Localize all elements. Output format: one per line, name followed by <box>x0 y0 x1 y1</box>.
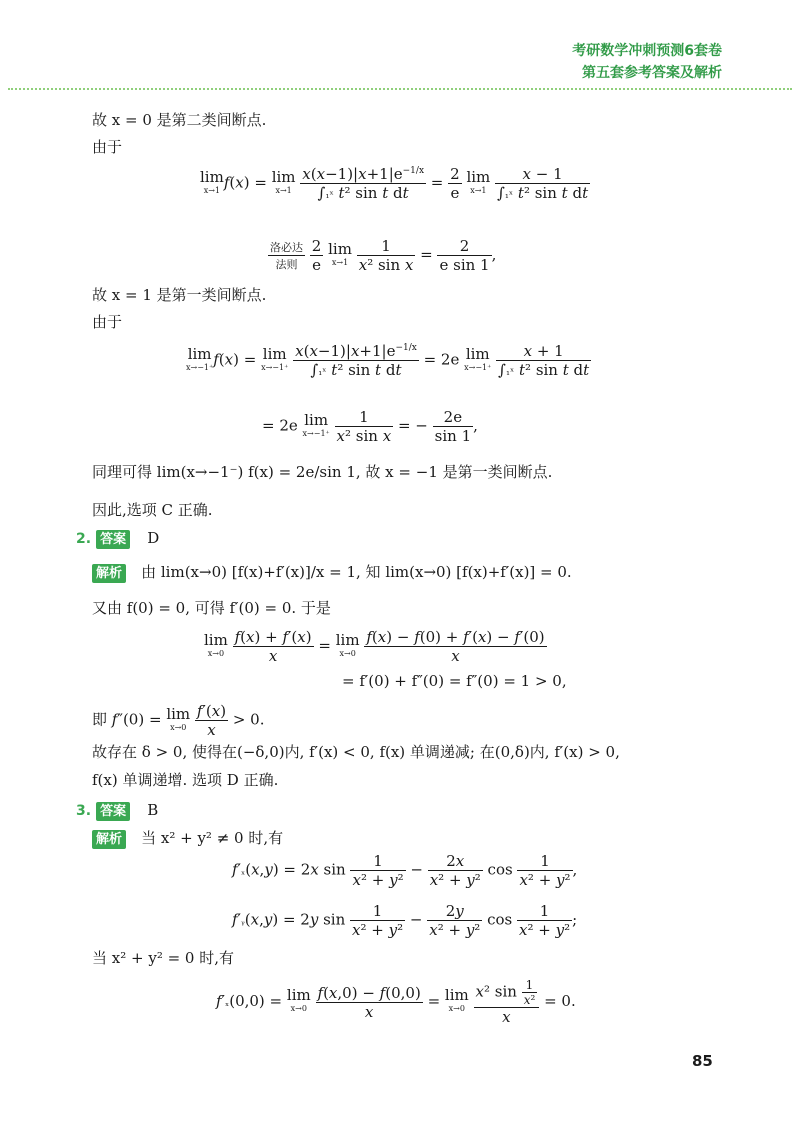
q2-analysis-row <box>92 562 572 583</box>
formula-7: f′ₓ(x,y) = 2x sin $\frac{1}{\text{x² + y²}}$ − $\frac{2x}{\text{x² + y²}}$ cos $\frac{1}{\text{x² + y²}}$ , <box>232 852 578 889</box>
q3-answer-badge: 答案 <box>96 802 130 821</box>
q3-analysis-1: 当 x² + y² ≠ 0 时,有 <box>141 829 284 847</box>
formula-3: lim x→−1⁺ f(x) = lim x→−1⁺ $\frac{x(x-1)|x+1|e^{-1/x}}{\text{∫₁ˣ t² sin t dt}}$ = 2e lim x→−1⁺ $\frac{x + 1}{\text{∫₁ˣ t² sin t dt}}$ <box>186 342 590 379</box>
header-subtitle: 第五套参考答案及解析 <box>582 65 722 81</box>
q2-analysis-1: 由 lim(x→0) [f(x)+f′(x)]/x = 1, 知 lim(x→0) [f(x)+f′(x)] = 0. <box>141 563 572 581</box>
formula-8: f′ᵧ(x,y) = 2y sin $\frac{1}{\text{x² + y²}}$ − $\frac{2y}{\text{x² + y²}}$ cos $\frac{1}{\text{x² + y²}}$ ; <box>232 902 578 939</box>
q3-analysis-row <box>92 828 283 849</box>
formula-6: = f′(0) + f″(0) = f″(0) = 1 > 0, <box>342 672 567 690</box>
q3-analysis-badge: 解析 <box>92 830 126 849</box>
q3-number: 3. <box>76 803 92 819</box>
q2-answer-row <box>76 528 159 549</box>
formula-9: f′ₓ(0,0) = lim x→0 $\frac{f(x,0) - f(0,0)}{x}$ = lim x→0 x² sin $\frac{1}{\text{x²}}$ x = 0. <box>216 978 576 1026</box>
q3-answer-row <box>76 800 158 821</box>
header-title: 考研数学冲刺预测6套卷 <box>572 43 722 59</box>
text-line-3: 故 x = 1 是第一类间断点. <box>92 286 267 304</box>
q2-number: 2. <box>76 531 92 547</box>
text-line-6: 因此,选项 C 正确. <box>92 501 213 519</box>
q2-analysis-3: 即 f″(0) = lim x→0 $\frac{f'(x)}{x}$ > 0. <box>92 702 265 739</box>
text-line-2: 由于 <box>92 138 123 156</box>
q2-analysis-5: f(x) 单调递增. 选项 D 正确. <box>92 771 279 789</box>
q2-answer-badge: 答案 <box>96 530 130 549</box>
f1-text <box>0 0 1 1</box>
text-line-5: 同理可得 lim(x→−1⁻) f(x) = 2e/sin 1, 故 x = −1 是第一类间断点. <box>92 463 553 481</box>
header-divider <box>8 88 792 90</box>
q2-analysis-4: 故存在 δ > 0, 使得在(−δ,0)内, f′(x) < 0, f(x) 单调递减; 在(0,δ)内, f′(x) > 0, <box>92 743 620 761</box>
q2-analysis-badge: 解析 <box>92 564 126 583</box>
q2-answer: D <box>147 529 160 547</box>
formula-2: $\frac{\text{洛必达}}{\text{法则}}$ $\frac{2}{e}$ lim x→1 $\frac{1}{\text{x² sin x}}$ = $\frac{2}{\text{e sin 1}}$ , <box>270 237 497 274</box>
text-line-4: 由于 <box>92 313 123 331</box>
text-line-1: 故 x = 0 是第二类间断点. <box>92 111 267 129</box>
formula-5: lim x→0 $\frac{f(x) + f'(x)}{x}$ = lim x→0 $\frac{f(x) - f(0) + f'(x) - f'(0)}{x}$ <box>204 628 545 665</box>
q3-answer: B <box>147 801 159 819</box>
formula-4: = 2e lim x→−1⁺ $\frac{1}{\text{x² sin x}}$ = − $\frac{2e}{\sin 1}$ , <box>262 408 478 445</box>
q3-analysis-2: 当 x² + y² = 0 时,有 <box>92 949 235 967</box>
q2-analysis-2: 又由 f(0) = 0, 可得 f′(0) = 0. 于是 <box>92 599 331 617</box>
page-number: 85 <box>692 1052 713 1070</box>
formula-1: lim x→1 f(x) = lim x→1 $\frac{x(x-1)|x+1|e^{-1/x}}{\text{∫₁ˣ t² sin t dt}}$ = $\frac{2}{e}$ lim x→1 $\frac{x - 1}{\text{∫₁ˣ t² sin t dt}}$ <box>200 165 589 202</box>
